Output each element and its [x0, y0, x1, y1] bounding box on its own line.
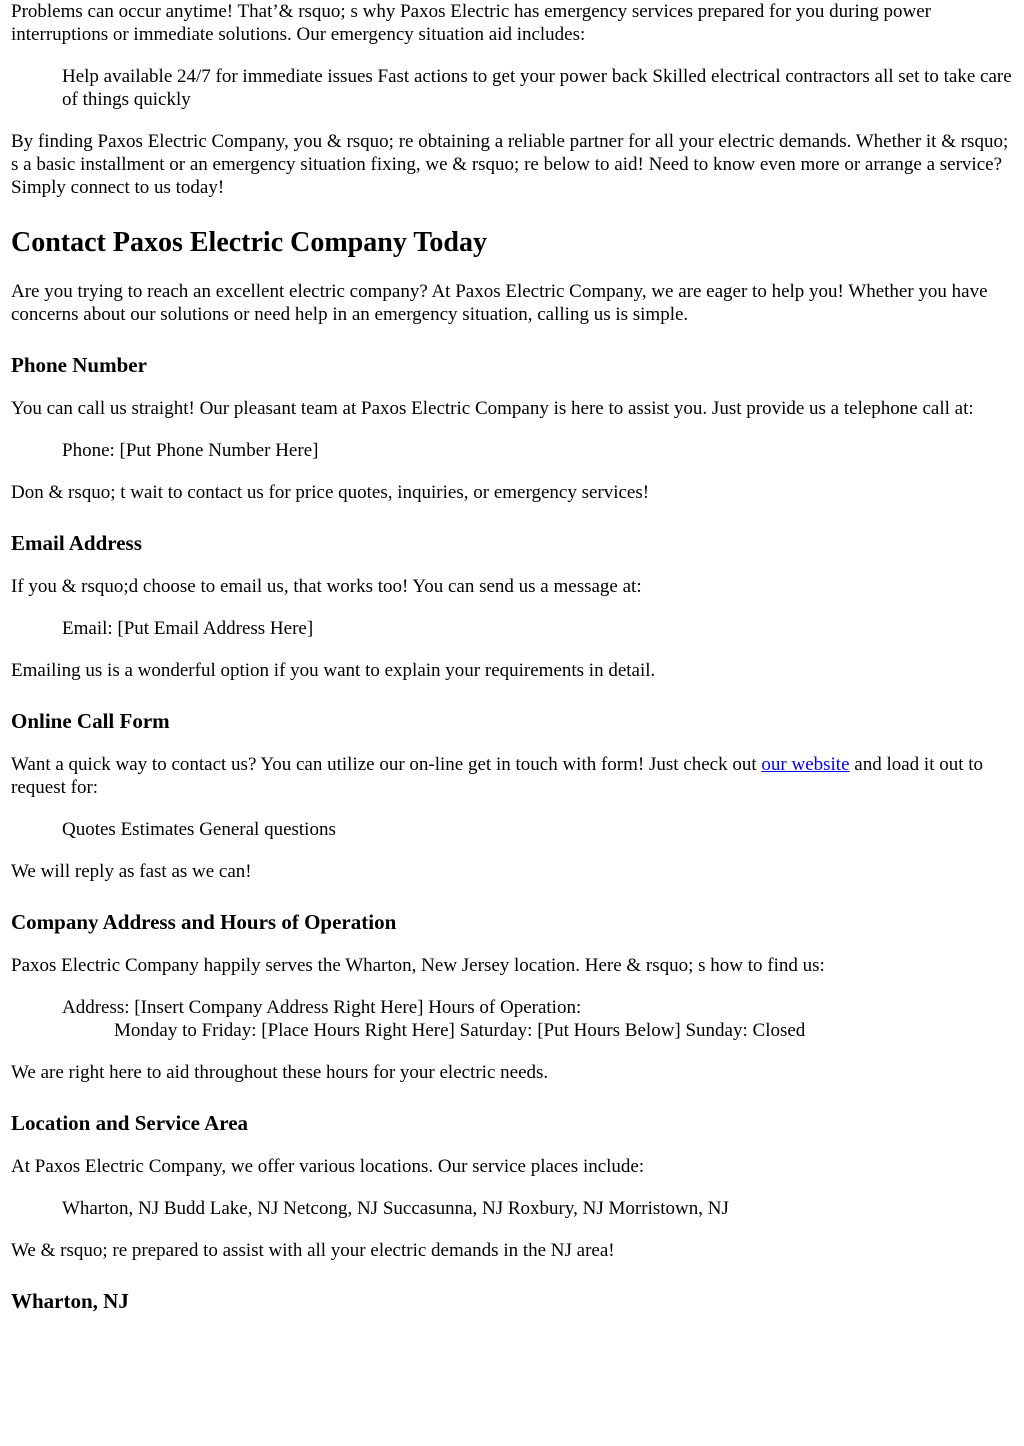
address-heading: Company Address and Hours of Operation [11, 910, 397, 934]
contact-heading: Contact Paxos Electric Company Today [11, 227, 487, 258]
phone-followup: Don & rsquo; t wait to contact us for price quotes, inquiries, or emergency services! [11, 482, 650, 503]
wharton-heading: Wharton, NJ [11, 1289, 129, 1313]
our-website-link[interactable]: our website [761, 754, 850, 775]
address-paragraph: Paxos Electric Company happily serves the Wharton, New Jersey location. Here & rsquo; s how to find us: [11, 955, 825, 976]
form-heading: Online Call Form [11, 709, 170, 733]
email-paragraph: If you & rsquo;d choose to email us, that works too! You can send us a message at: [11, 576, 642, 597]
form-followup: We will reply as fast as we can! [11, 861, 252, 882]
form-request-list: Quotes Estimates General questions [62, 819, 336, 840]
partner-paragraph: By finding Paxos Electric Company, you & rsquo; re obtaining a reliable partner for all your electric demands. Whether it & rsquo; s a basic installment or an emergency situation fixing, we & rsquo; re below to aid! Need to know even more or arrange a service? Simply connect to us today! [11, 131, 1009, 198]
hours-line: Monday to Friday: [Place Hours Right Here] Saturday: [Put Hours Below] Sunday: Closed [114, 1020, 806, 1041]
phone-heading: Phone Number [11, 353, 147, 377]
email-followup: Emailing us is a wonderful option if you want to explain your requirements in detail. [11, 660, 656, 681]
form-text-after: and load it out to request for: [11, 754, 984, 798]
form-text-before: Want a quick way to contact us? You can utilize our on-line get in touch with form! Just check out [11, 754, 762, 775]
email-value: Email: [Put Email Address Here] [62, 618, 314, 639]
location-paragraph: At Paxos Electric Company, we offer various locations. Our service places include: [11, 1156, 645, 1177]
intro-paragraph: Problems can occur anytime! That’& rsquo; s why Paxos Electric has emergency services prepared for you during power interruptions or immediate solutions. Our emergency situation aid includes: [11, 1, 931, 45]
address-block [62, 996, 1014, 1042]
phone-value: Phone: [Put Phone Number Here] [62, 440, 319, 461]
location-followup: We & rsquo; re prepared to assist with all your electric demands in the NJ area! [11, 1240, 615, 1261]
address-line: Address: [Insert Company Address Right Here] Hours of Operation: [62, 997, 582, 1018]
service-area-list: Wharton, NJ Budd Lake, NJ Netcong, NJ Succasunna, NJ Roxbury, NJ Morristown, NJ [62, 1198, 729, 1219]
form-paragraph [11, 753, 1014, 799]
address-followup: We are right here to aid throughout these hours for your electric needs. [11, 1062, 549, 1083]
phone-paragraph: You can call us straight! Our pleasant team at Paxos Electric Company is here to assist you. Just provide us a telephone call at: [11, 398, 974, 419]
email-heading: Email Address [11, 531, 142, 555]
contact-paragraph: Are you trying to reach an excellent electric company? At Paxos Electric Company, we are eager to help you! Whether you have concerns about our solutions or need help in an emergency situation, calling us is simple. [11, 281, 988, 325]
location-heading: Location and Service Area [11, 1111, 249, 1135]
emergency-services-list: Help available 24/7 for immediate issues Fast actions to get your power back Skilled electrical contractors all set to take care of things quickly [62, 66, 1012, 110]
